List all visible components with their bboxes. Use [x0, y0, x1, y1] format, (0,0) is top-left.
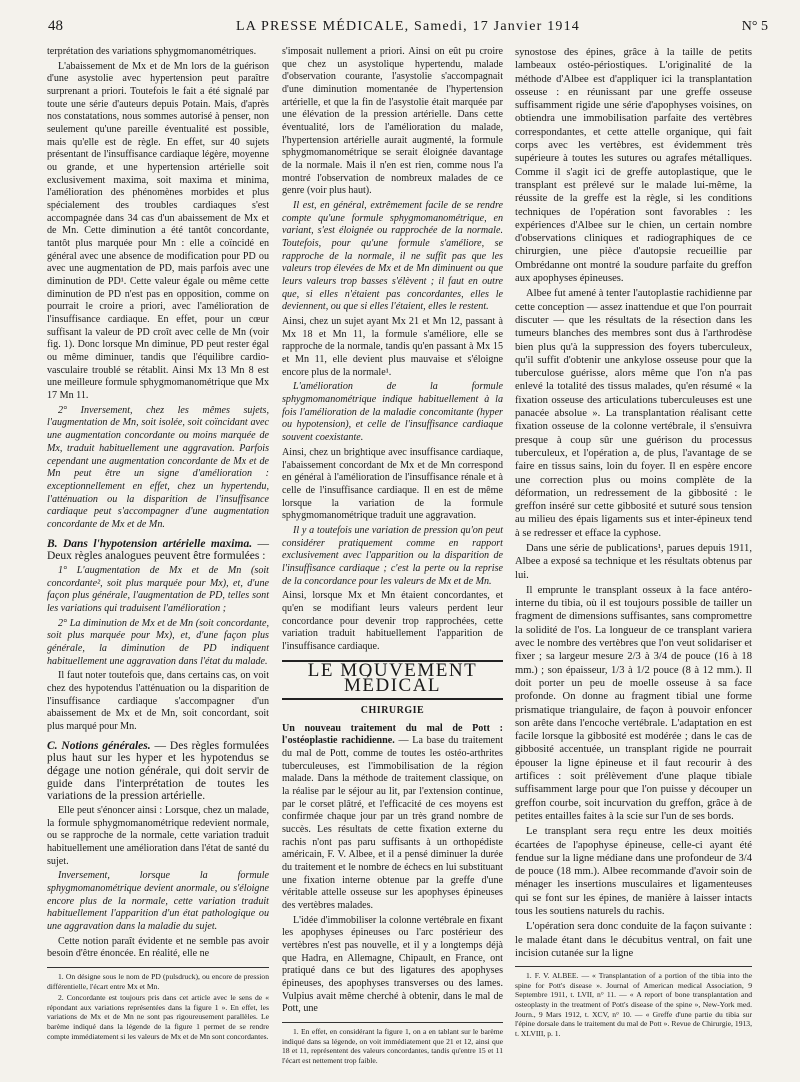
heading-text: B. Dans l'hypotension artérielle maxima.: [47, 537, 253, 550]
journal-title: LA PRESSE MÉDICALE, Samedi, 17 Janvier 1914: [235, 19, 581, 34]
paragraph: Cette notion paraît évidente et ne semble pas avoir besoin d'être énoncée. En réalité, elle ne: [47, 935, 269, 960]
column-left: [47, 46, 269, 1043]
section-heading-b: [47, 538, 269, 563]
paragraph: terprétation des variations sphygmomanométriques.: [47, 46, 257, 57]
paragraph: 1° L'augmentation de Mx et de Mn (soit concordante², soit plus marquée pour Mx), et, d'une façon plus générale, l'augmentation de PD, telles sont les variations qui traduisent l'amélioration ;: [47, 564, 269, 614]
section-banner: [282, 660, 503, 718]
article-paragraph: [282, 723, 503, 913]
paragraph: L'opération sera donc conduite de la façon suivante : le malade étant dans le décubitus ventral, on fait une incision cutanée sur la ligne: [515, 921, 752, 959]
footnote: 1. F. V. ALBEE. — « Transplantation of a portion of the tibia into the spine for Pott's disease ». Journal of American medical Association, 9 Septembre 1911, t. LVII, n° 11. — « A report of bone transplantation and osteoplasty in the treatment of Pott's disease of the spine », New-York med. Journ., 9 Mars 1912, t. XCV, n° 10. — « Greffe d'une partie du tibia sur l'épine dorsale dans le traitement du mal de Pott ». Revue de Chirurgie, 1913, t. XLVIII, p. 1.: [515, 971, 752, 1038]
issue-number: N° 5: [741, 19, 768, 34]
footnote: 1. On désigne sous le nom de PD (pulsdruck), ou encore de pression différentielle, l'écart entre Mx et Mn.: [47, 972, 269, 991]
paragraph: Il est, en général, extrêmement facile de se rendre compte qu'une formule sphygmomanométrique, en variant, s'est éloignée ou rapprochée de la normale. Toutefois, pour qu'une formule s'améliore, se rapproche de la normale, il ne suffit pas que les valeurs trop élevées de Mx et de Mn diminuent ou que leurs valeurs trop basses s'élèvent ; il faut en outre que, si elles n'étaient pas concordantes, elles le deviennent, ou que si elles l'étaient, elles le restent.: [282, 200, 503, 313]
paragraph: 2° Inversement, chez les mêmes sujets, l'augmentation de Mn, soit isolée, soit coïncidant avec une augmentation concordante ou moins marquée de Mx, traduit habituellement une aggravation. Parfois cependant une augmentation concordante de Mx et de Mn peut être un signe d'amélioration : exceptionnellement en effet, chez un hypertendu, l'atténuation ou la disparition de l'insuffisance cardiaque peut s'accompagner d'une augmentation concordante de Mx et de Mn.: [47, 404, 269, 530]
heading-tail: — Des règles formulées plus haut sur les hyper et les hypotendus se dégage une notion générale, qui doit servir de guide dans l'interprétation de toutes les variations de la pression artérielle.: [47, 739, 270, 803]
footnote-divider: [282, 1022, 503, 1023]
paragraph: Ainsi, chez un brightique avec insuffisance cardiaque, l'abaissement concordant de Mx et de Mn correspond en général à l'amélioration de l'insuffisance rénale et à celle de l'insuffisance cardiaque. Il en est de même lorsque la variation de la formule sphygmomanométrique traduit une aggravation.: [282, 446, 503, 522]
paragraph: L'idée d'immobiliser la colonne vertébrale en fixant les apophyses épineuses ou l'arc postérieur des vertèbres n'est pas nouvelle, et il y a longtemps déjà que Hadra, en Allemagne, Chipault, en France, ont pratiqué dans ce but des ligatures des apophyses épineuses, des apophyses transverses ou des lames. Vulpius avait même cherché à obtenir, dans le mal de Pott, une: [282, 914, 503, 1015]
heading-tail: — Deux règles analogues peuvent être formulées :: [47, 537, 269, 563]
article-text: — La base du traitement du mal de Pott, comme de toutes les ostéo-arthrites tuberculeuses, est l'immobilisation de la région malade. Dans la méthode de traitement classique, on la réalise par le séjour au lit, par l'extension continue, par le corset plâtré, et l'efficacité de ces moyens est confirmée chaque jour par un très grand nombre de succès. Les résultats de cette fixation externe du rachis n'ont pas paru suffisants à un orthopédiste américain, F. V. Albee, et il a pensé diminuer la durée du traitement et le nombre de échecs en lui substituant une fixation interne obtenue par la greffe d'une véritable attelle osseuse sur les apophyses épineuses des vertèbres malades.: [282, 735, 504, 911]
paragraph: Il y a toutefois une variation de pression qu'on peut considérer pratiquement comme en rapport exclusivement avec l'apparition ou la disparition de l'insuffisance cardiaque ; c'est la perte ou la reprise de la concordance pour les valeurs de Mx et de Mn.: [282, 524, 503, 587]
footnote: 2. Concordante est toujours pris dans cet article avec le sens de « répondant aux variations représentées dans la figure 1 ». En effet, les variations de Mx et de Mn ne sont pas rigoureusement parallèles. Le barème indiqué dans la légende de la figure 1 permet de se rendre compte immédiatement si les valeurs de Mx et de Mn sont concordantes.: [47, 993, 269, 1041]
paragraph: Le transplant sera reçu entre les deux moitiés écartées de l'apophyse épineuse, celle-ci ayant été fendue sur la ligne médiane dans une profondeur de 3/4 de pouce (18 mm.). Albee recommande d'avoir soin de ménager les insertions musculaires et ligamenteuses qui se font sur les épines, de manière à laisser intacts tous les soutiens naturels du rachis.: [515, 826, 752, 917]
paragraph: L'amélioration de la formule sphygmomanométrique indique habituellement à la fois l'amélioration de la maladie concomitante (hyper ou hypotension), et celle de l'insuffisance cardiaque souvent coexistante.: [282, 381, 503, 444]
paragraph: Dans une série de publications¹, parues depuis 1911, Albee a exposé sa technique et les résultats obtenus par lui.: [515, 542, 752, 581]
paragraph: L'abaissement de Mx et de Mn lors de la guérison d'une asystolie avec hypertension peut paraître surprenant a priori. Toutefois le fait a été signalé par toute une série d'auteurs depuis Potain. Mais, d'après nos constatations, nous sommes autorisé à penser, non seulement qu'une pareille éventualité est possible, mais qu'elle est de règle. En effet, sur 40 sujets présentant de l'insuffisance cardiaque légère, moyenne ou grande, et une hypertension artérielle soit exclusivement maxima, soit maxima et minima, l'amélioration des phénomènes morbides et plus spécialement des troubles cardiaques s'est accompagnée dans 34 cas d'un abaissement de Mx et de Mn. Cette diminution a été tantôt concordante, tantôt plus marquée pour Mn : elle a coïncidé en général avec une absence de modification pour PD ou avec une augmentation de PD, mais parfois avec une diminution de PD¹. Cette valeur égale ou même cette diminution de PD n'est pas en opposition, comme on pourrait le croire a priori, avec l'amélioration de l'insuffisance cardiaque. En effet, pour un cœur suffisant la valeur de PD croît avec celle de Mn (voir fig. 1). Donc lorsque Mn diminue, PD peut rester égal ou même diminuer, tandis que l'équilibre cardio-vasculaire troublé se rétablit. Ainsi Mx 13 Mn 8 est une meilleure formule sphygmomanométrique que Mx 17 Mn 11.: [47, 60, 269, 402]
paragraph: Albee fut amené à tenter l'autoplastie rachidienne par cette conception — assez inattendue et que l'on pourrait discuter — que les résultats de la résection dans les tumeurs blanches des membres sont dus à l'arthrodèse bien plus qu'à la suppression des foyers tuberculeux, qu'il suffit d'obtenir une ankylose osseuse pour que la tuberculose guérisse, alors même que l'on n'a pas enlevé la totalité des tissus malades, qu'en résumé « la fixation osseuse des articulations tuberculeuses est une panacée absolue ». La transplantation réalisant cette fixation osseuse de la colonne vertébrale, il s'ensuivra presque à coup sûr une guérison du processus tuberculeux, et l'opération a, de plus, l'avantage de se faire en tissus sains, loin du foyer. Il en espère encore une correction plus ou moins complète de la déformation, un redressement de la gibbosité : le greffon inséré sur cette gibbosité et suturé sous tension au milieu des épais ligaments sus et inter-épineux tend à se redresser et efface la cyphose.: [515, 288, 752, 539]
paragraph: Inversement, lorsque la formule sphygmomanométrique devient anormale, ou s'éloigne encore plus de la normale, cette variation traduit habituellement l'apparition d'un état pathologique ou une aggravation dans la maladie du sujet.: [47, 870, 269, 933]
column-middle: [282, 46, 503, 1067]
article-title: Un nouveau traitement du mal de Pott : l'ostéoplastie rachidienne.: [282, 722, 503, 747]
paragraph: synostose des épines, grâce à la taille de petits lambeaux ostéo-périostiques. L'originalité de la méthode d'Albee est d'appliquer ici la transplantation osseuse : en réunissant par une greffe osseuse suffisamment rigide une série d'apophyses voisines, on obtiendra une immobilisation parfaite des vertèbres correspondantes, et cette attelle organique, qui fait corps avec les vertèbres, est évidemment très supérieure à toutes les sutures ou agrafes métalliques. Comme il s'agit ici de greffe autoplastique, que le transplant est prélevé sur le malade lui-même, la réussite de la greffe est la règle, si les conditions techniques de l'opération sont favorables : les expériences d'Albee sur le chien, un certain nombre d'observations cliniques et radiographiques de ce chirurgien, une pièce d'autopsie recueillie par Ombrédanne ont montré la soudure parfaite du greffon aux apophyses épineuses.: [515, 47, 752, 285]
banner-title: LE MOUVEMENT MÉDICAL: [307, 659, 478, 697]
paragraph: Ainsi, lorsque Mx et Mn étaient concordantes, et qu'en se modifiant leurs valeurs perdent leur concordance pour devenir trop rapprochées, cette variation traduit habituellement l'apparition de l'insuffisance cardiaque.: [282, 590, 503, 652]
paragraph: Ainsi, chez un sujet ayant Mx 21 et Mn 12, passant à Mx 18 et Mn 11, la formule s'améliore, elle se rapproche de la normale, tandis qu'en passant à Mx 15 et Mn 11, elle devient plus mauvaise et s'éloigne encore plus de la normale¹.: [282, 316, 503, 378]
section-title: CHIRURGIE: [360, 704, 425, 716]
banner-box: [282, 660, 503, 700]
paragraph: 2° La diminution de Mx et de Mn (soit concordante, soit plus marquée pour Mx), et, d'une façon plus générale, la diminution de PD indiquent habituellement une aggravation dans l'état du malade.: [47, 617, 269, 667]
footnote-divider: [515, 966, 752, 967]
paragraph: Il faut noter toutefois que, dans certains cas, on voit chez des hypotendus l'atténuation ou la disparition de l'insuffisance cardiaque s'accompagner d'un abaissement de Mx et de Mn, soit concordant, soit plus marqué pour Mn.: [47, 670, 269, 732]
footnote-divider: [47, 967, 269, 968]
section-heading-c: [47, 740, 269, 803]
paragraph: Elle peut s'énoncer ainsi : Lorsque, chez un malade, la formule sphygmomanométrique redevient normale, ou se rapproche de la normale, cette variation traduit habituellement une amélioration dans l'état de santé du sujet.: [47, 804, 269, 867]
paragraph: Il emprunte le transplant osseux à la face antéro-interne du tibia, où il est toujours possible de tailler un fragment de dimensions suffisantes, sans compromettre la solidité de l'os. La longueur de ce transplant variera avec le nombre des vertèbres que l'on veut solidariser et fixer ; sa largeur mesure 2/3 à 3/4 de pouce (16 à 18 mm.) ; son épaisseur, 1/3 à 1/2 pouce (8 à 12 mm.). Il doit porter un peu de moelle osseuse à sa face profonde. On donne au fragment tibial une forme prismatique triangulaire, de façon à pouvoir enfoncer son arête dans l'encoche vertébrale. L'adaptation en est facile lorsque la gibbosité est modérée ; dans le cas de gibbosité accentuée, un transplant rigide ne pourrait épouser la ligne épineuse et il faut recourir à des artifices : soit prélèvement d'une plaque tibiale suffisamment large pour que l'on puisse y découper un greffon courbe, soit incurvation du greffon, grâce à de petites entailles faites à la scie sur l'un de ses bords.: [515, 584, 752, 822]
paragraph: s'imposait nullement a priori. Ainsi on eût pu croire que chez un asystolique hypertendu, malade d'observation courante, l'asystolie s'accompagnait d'une diminution momentanée de l'hypertension artérielle, et que la fin de l'asystolie était marquée par une élévation de la pression artérielle. Dans cette éventualité, lors de l'amélioration du malade, l'hypertension artérielle aurait augmenté, la formule sphygmomanométrique se serait éloignée davantage de la normale. Mais il n'en est rien, comme nous l'a montré l'observation de nombreux malades de ce genre (voir plus haut).: [282, 46, 503, 197]
heading-text: C. Notions générales.: [47, 739, 151, 752]
page-header: [48, 18, 768, 40]
page-number: 48: [48, 18, 63, 34]
column-right: [515, 46, 752, 1040]
footnote: 1. En effet, en considérant la figure 1, on a en tablant sur le barème indiqué dans sa légende, on voit immédiatement que 21 et 12, ainsi que 18 et 11, représentent des valeurs concordantes, tandis qu'entre 15 et 11 l'écart est nettement trop faible.: [282, 1027, 503, 1065]
